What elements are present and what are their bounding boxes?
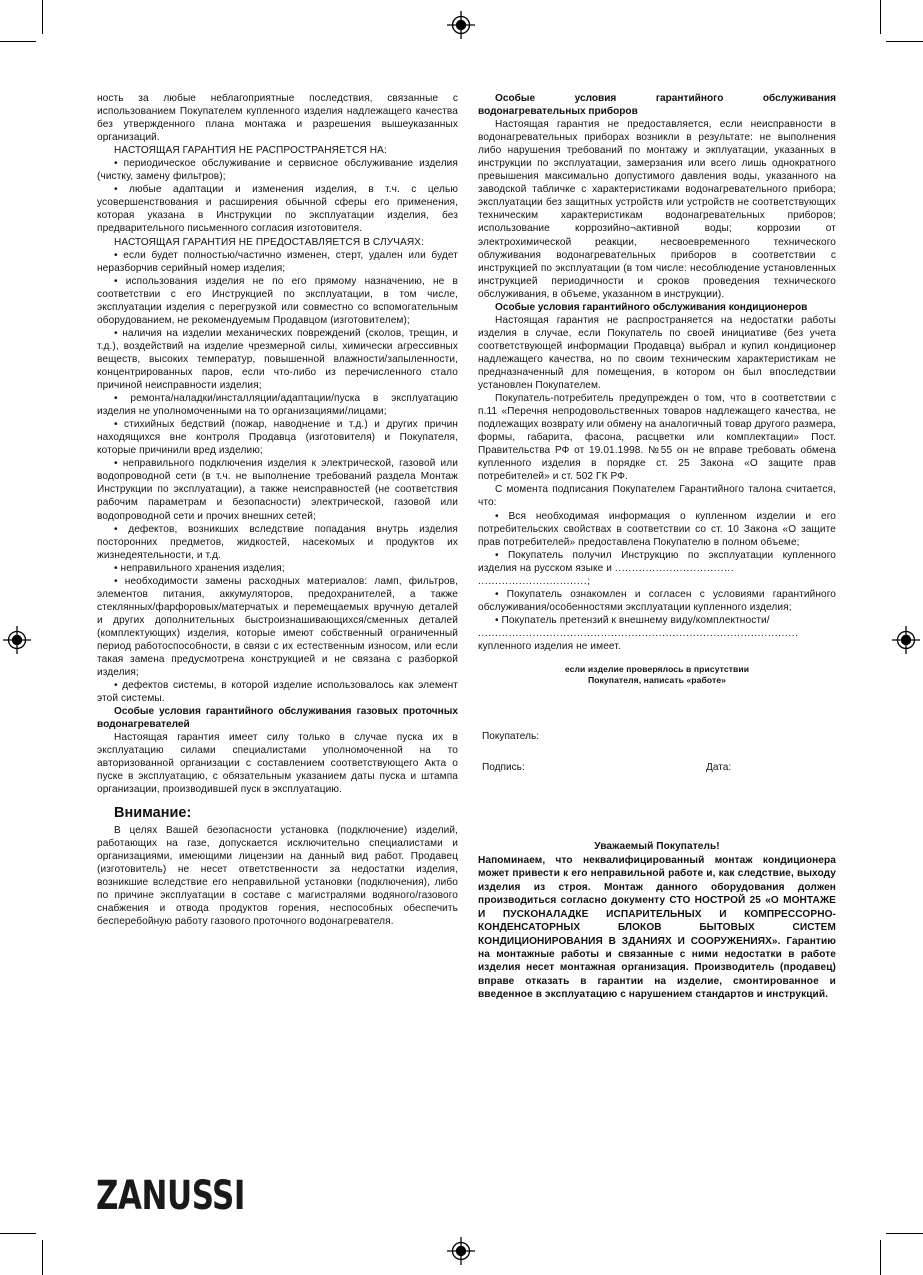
bullet-improper-connection: • неправильного подключения изделия к электрической, газовой или водопроводной сети (в т.ч. не выполнение требований раздела Монтаж Инструкции по эксплуатации), а также неисправностей (не соответствия рабочим параметрам и безопасности) электрической, газовой или водопроводной сети и прочих внешних сетей; bbox=[97, 458, 458, 522]
bullet-periodic-service: • периодическое обслуживание и сервисное обслуживание изделия (чистку, замену фильтров); bbox=[97, 158, 458, 183]
buyer-label: Покупатель: bbox=[482, 731, 540, 743]
bullet-no-claims-part2: купленного изделия не имеет. bbox=[478, 640, 621, 652]
heading-gas-water-heaters: Особые условия гарантийного обслуживания газовых проточных водонагревателей bbox=[97, 706, 458, 731]
bullet-natural-disasters: • стихийных бедствий (пожар, наводнение и т.д.) и других причин находящихся вне контроля Продавца (изготовителя) и Покупателя, которые причинили вред изделию; bbox=[97, 419, 458, 457]
brand-logo bbox=[96, 1173, 269, 1219]
paragraph-attention: В целях Вашей безопасности установка (подключение) изделий, работающих на газе, допускается исключительно специалистами и организациями, имеющими лицензии на данный вид работ. Продавец (изготовитель) не несет ответственности за недостатки изделия, возникшие вследствие его неправильной установки (подключения), либо по причине эксплуатации в составе с магистралями водяного/газового снабжения и отвода продуктов горения, неспособных обеспечить бесперебойную работу газового проточного водонагревателя. bbox=[97, 824, 458, 927]
buyer-notice bbox=[478, 840, 836, 1002]
dotted-fill-line-3[interactable]: .............................................................................................. bbox=[478, 627, 799, 639]
heading-not-covered: НАСТОЯЩАЯ ГАРАНТИЯ НЕ РАСПРОСТРАНЯЕТСЯ НА: bbox=[114, 145, 387, 157]
center-note-line-2: Покупателя, написать «работе» bbox=[587, 675, 727, 686]
bullet-foreign-objects: • дефектов, возникших вследствие попадания внутрь изделия посторонних предметов, жидкостей, насекомых и продуктов их жизнедеятельности, и т.д. bbox=[97, 523, 458, 561]
bullet-manual-text: • Покупатель получил Инструкцию по эксплуатации купленного изделия на русском языке и bbox=[478, 549, 836, 574]
heading-water-heating-appliances: Особые условия гарантийного обслуживания водонагревательных приборов bbox=[478, 93, 836, 118]
dotted-fill-line-2[interactable]: ................................; bbox=[478, 575, 591, 587]
heading-not-granted: НАСТОЯЩАЯ ГАРАНТИЯ НЕ ПРЕДОСТАВЛЯЕТСЯ В СЛУЧАЯХ: bbox=[114, 236, 425, 248]
paragraph-consumer-warning: Покупатель-потребитель предупрежден о том, что в соответствии с п.11 «Перечня непродовольственных товаров надлежащего качества, не подлежащих возврату или обмену на аналогичный товар другого размера, формы, габарита, фасона, расцветки или комплектации» Пост. Правительства РФ от 19.01.1998. №55 он не вправе требовать обмена купленного изделия в порядке ст. 25 Закона «О защите прав потребителей» и ст. 502 ГК РФ. bbox=[478, 393, 836, 483]
paragraph-from-signing: С момента подписания Покупателем Гарантийного талона считается, что: bbox=[478, 484, 836, 509]
bullet-improper-use: • использования изделия не по его прямому назначению, не в соответствии с его Инструкцией по эксплуатации, в том числе, эксплуатации изделия с перегрузкой или совместно со вспомогательным оборудованием, не рекомендуемым Продавцом (изготовителем); bbox=[97, 275, 458, 326]
paragraph-air-conditioners: Настоящая гарантия не распространяется на недостатки работы изделия в случае, если Покупатель по своей инициативе (без учета соответствующей информации Продавца) выбрал и купил кондиционер надлежащего качества, но по своим техническим характеристикам не предназначенный для помещения, в котором он был впоследствии установлен Покупателем. bbox=[478, 314, 836, 392]
bullet-consumables: • необходимости замены расходных материалов: ламп, фильтров, элементов питания, аккумуляторов, предохранителей, а также стеклянных/фарфоровых/матерчатых и перемещаемых вручную деталей и других дополнительных быстроизнашивающихся/сменных деталей (комплектующих) изделия, которые имеют собственный ограниченный период работоспособности, в связи с их естественным износом, или если такая замена предусмотрена конструкцией и не связана с разборкой изделия; bbox=[97, 575, 458, 679]
heading-air-conditioners: Особые условия гарантийного обслуживания кондиционеров bbox=[495, 301, 808, 313]
bullet-information-provided: • Вся необходимая информация о купленном изделии и его потребительских свойствах в соответствии со ст. 10 Закона «О защите прав потребителей» предоставлена Покупателю в полном объеме; bbox=[478, 510, 836, 548]
bullet-improper-storage: • неправильного хранения изделия; bbox=[114, 562, 285, 574]
dotted-fill-line-1[interactable]: ................................... bbox=[614, 562, 735, 574]
bullet-system-defects: • дефектов системы, в которой изделие использовалось как элемент этой системы. bbox=[97, 680, 458, 705]
notice-body: Напоминаем, что неквалифицированный монтаж кондиционера может привести к его неправильной работе и, как следствие, выходу изделия из строя. Монтаж данного оборудования должен производиться согласно документу СТО НОСТРОЙ 25 «О МОНТАЖЕ И ПУСКОНАЛАДКЕ ИСПАРИТЕЛЬНЫХ И КОМПРЕССОРНО-КОНДЕНСАТОРНЫХ БЛОКОВ БЫТОВЫХ СИСТЕМ КОНДИЦИОНИРОВАНИЯ В ЗДАНИЯХ И СООРУЖЕНИЯХ». Гарантию на монтажные работы и связанные с ними недостатки в работе изделия несет монтажная организация. Производитель (продавец) вправе отказать в гарантии на изделие, смонтированное и введенное в эксплуатацию с нарушением стандартов и инструкций. bbox=[478, 855, 836, 1001]
paragraph-gas-water-heaters: Настоящая гарантия имеет силу только в случае пуска их в эксплуатацию силами специалистами уполномоченной на то авторизованной организации с составлением соответствующего Акта о пуске в эксплуатацию, с обязательным указанием даты пуска и штампа организации, производившей пуск в эксплуатацию. bbox=[97, 732, 458, 796]
center-note-line-1: если изделие проверялось в присутствии bbox=[564, 664, 750, 675]
buyer-row bbox=[478, 730, 836, 761]
paragraph-continued: ность за любые неблагоприятные последствия, связанные с использованием Покупателем купленного изделия надлежащего качества без утвержденного плана монтажа и разрешения вышеуказанных организаций. bbox=[97, 93, 458, 144]
left-column bbox=[97, 92, 458, 928]
signature-date-row bbox=[478, 761, 836, 792]
bullet-unauthorized-repair: • ремонта/наладки/инсталляции/адаптации/пуска в эксплуатацию изделия не уполномоченными на то организациями/лицами; bbox=[97, 393, 458, 418]
date-label: Дата: bbox=[706, 762, 732, 774]
bullet-terms-agreed: • Покупатель ознакомлен и согласен с условиями гарантийного обслуживания/особенностями эксплуатации купленного изделия; bbox=[478, 588, 836, 613]
bullet-no-claims-part1: • Покупатель претензий к внешнему виду/комплектности/ bbox=[495, 614, 770, 626]
notice-title: Уважаемый Покупатель! bbox=[594, 841, 720, 853]
paragraph-water-heating-appliances: Настоящая гарантия не предоставляется, если неисправности в водонагревательных приборах возникли в результате: не выполнения либо нарушения требований по монтажу и экплуатации, указанных в инструкции по эксплуатации, замерзания или всего лишь однократного превышения максимально допустимого давления воды, указанного на заводской табличке с характеристиками водонагревательного прибора; эксплуатации без защитных устройств или устройств не соответствующих техническим характеристикам водонагревательных приборов; использование коррозийно¬активной воды; коррозии от электрохимической реакции, несвоевременного технического облуживания водонагревательных приборов в соответствии с инструкцией по эксплуатации (в том числе: несоблюдение установленных инструкцией периодичности и сроков проведения технического обслуживания, в объеме, указанном в инструкции). bbox=[478, 119, 836, 300]
brand-wordmark: ZANUSSI bbox=[96, 1173, 245, 1219]
heading-attention: Внимание: bbox=[114, 804, 192, 821]
bullet-mechanical-damage: • наличия на изделии механических повреждений (сколов, трещин, и т.д.), воздействий на изделие чрезмерной силы, химически агрессивных веществ, высоких температур, повышенной влажности/запыленности, концентрированных паров, если что-либо из перечисленного стало причиной неисправности изделия; bbox=[97, 327, 458, 392]
right-column bbox=[478, 92, 836, 1002]
signature-label: Подпись: bbox=[482, 762, 525, 774]
bullet-adaptations: • любые адаптации и изменения изделия, в т.ч. с целью усовершенствования и расширения обычной сферы его применения, которая указана в Инструкции по эксплуатации изделия, без предварительного письменного согласия изготовителя. bbox=[97, 184, 458, 235]
signature-block bbox=[478, 730, 836, 792]
bullet-manual-received bbox=[478, 549, 836, 575]
bullet-serial-number: • если будет полностью/частично изменен, стерт, удален или будет неразборчив серийный номер изделия; bbox=[97, 249, 458, 274]
